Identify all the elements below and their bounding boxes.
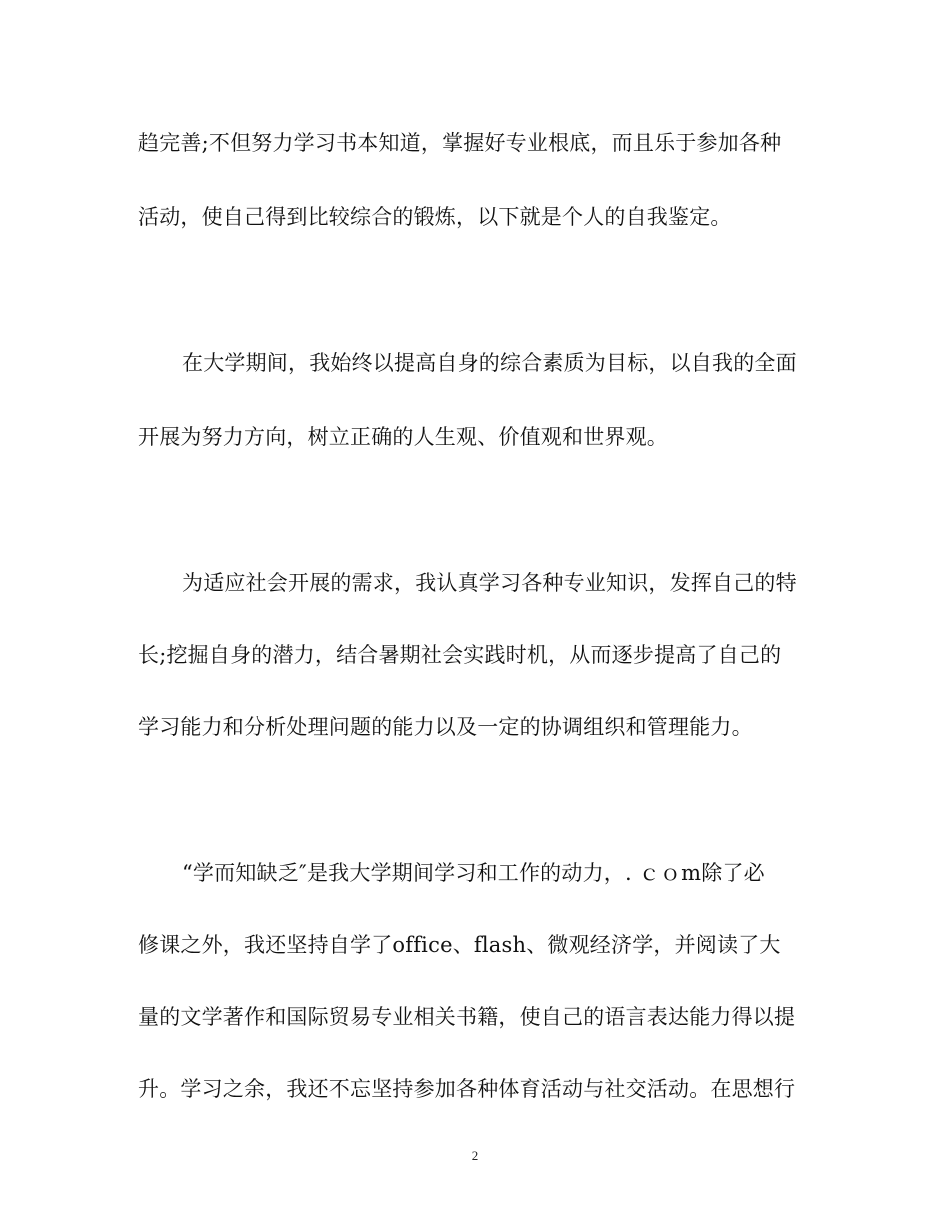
paragraph-3-line-3: 学习能力和分析处理问题的能力以及一定的协调组织和管理能力。 bbox=[138, 715, 753, 739]
paragraph-4-line-4: 升。学习之余，我还不忘坚持参加各种体育活动与社交活动。在思想行 bbox=[138, 1077, 796, 1101]
page-number: 2 bbox=[471, 1148, 479, 1163]
paragraph-2-line-1: 在大学期间，我始终以提高自身的综合素质为目标，以自我的全面 bbox=[182, 351, 797, 375]
paragraph-4-line-1: “学而知缺乏″是我大学期间学习和工作的动力，. ｃｏm除了必 bbox=[182, 861, 765, 885]
paragraph-1-line-2: 活动，使自己得到比较综合的锻炼，以下就是个人的自我鉴定。 bbox=[138, 205, 732, 229]
paragraph-3-line-1: 为适应社会开展的需求，我认真学习各种专业知识，发挥自己的特 bbox=[182, 571, 797, 595]
paragraph-1-line-1: 趋完善;不但努力学习书本知道，掌握好专业根底，而且乐于参加各种 bbox=[138, 131, 782, 155]
paragraph-4-line-2: 修课之外，我还坚持自学了office、flash、微观经济学，并阅读了大 bbox=[138, 933, 781, 957]
paragraph-3-line-2: 长;挖掘自身的潜力，结合暑期社会实践时机，从而逐步提高了自己的 bbox=[138, 643, 782, 667]
paragraph-2-line-2: 开展为努力方向，树立正确的人生观、价值观和世界观。 bbox=[138, 425, 668, 449]
paragraph-4-line-3: 量的文学著作和国际贸易专业相关书籍，使自己的语言表达能力得以提 bbox=[138, 1005, 796, 1029]
